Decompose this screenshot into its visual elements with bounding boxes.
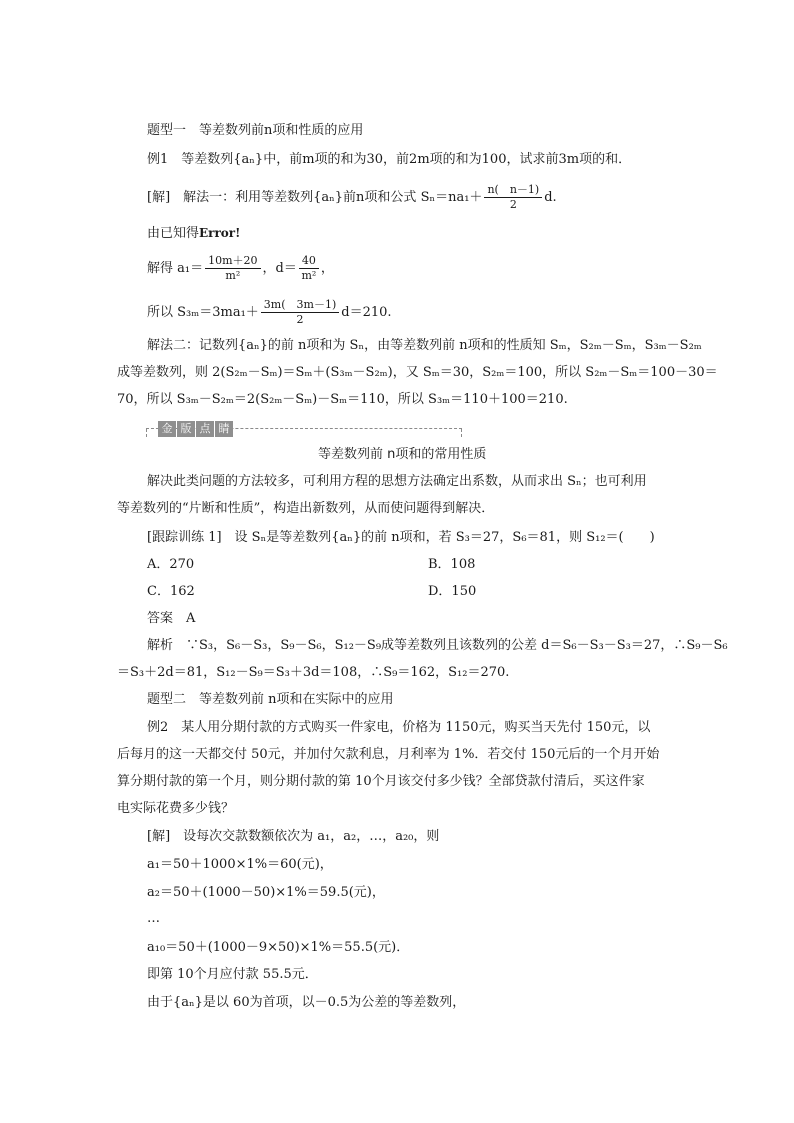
method1-intro: [解] 解法一：利用等差数列{aₙ}前n项和公式 Sₙ＝na₁＋ <box>147 190 483 205</box>
solution-line3: a₂＝50＋(1000－50)×1%＝59.5(元)， <box>147 885 385 900</box>
example2-line3: 算分期付款的第一个月，则分期付款的第 10个月该交付多少钱？全部贷款付清后，买这件家 <box>117 774 645 789</box>
d-den: m² <box>301 269 317 282</box>
known-text: 由已知得 <box>147 226 200 241</box>
solution-line7: 由于{aₙ}是以 60为首项，以－0.5为公差的等差数列， <box>147 995 466 1010</box>
method2-line2: 成等差数列，则 2(S₂ₘ－Sₘ)＝Sₘ＋(S₃ₘ－S₂ₘ)，又 Sₘ＝30，S₂ₘ＝100，所以 S₂ₘ－Sₘ＝100－30＝ <box>117 365 718 380</box>
a1-num: 10m＋20 <box>205 254 260 269</box>
tip-heading: 等差数列前 n项和的常用性质 <box>318 447 487 462</box>
solution-line1: [解] 设每次交款数额依次为 a₁，a₂，…，a₂₀，则 <box>147 829 440 844</box>
tip-badge-char: 金 <box>158 421 176 437</box>
method2-line3: 70，所以 S₃ₘ－S₂ₘ＝2(S₂ₘ－Sₘ)－Sₘ＝110，所以 S₃ₘ＝110＋100＝210. <box>117 392 568 407</box>
s3m-prefix: 所以 S₃ₘ＝3ma₁＋ <box>147 305 259 320</box>
method1-fraction <box>484 183 542 212</box>
method1-frac-tail: d. <box>544 190 557 205</box>
a1-fraction <box>205 254 260 283</box>
solve-prefix: 解得 a₁＝ <box>147 261 204 276</box>
solution-line5: a₁₀＝50＋(1000－9×50)×1%＝55.5(元)． <box>147 940 410 955</box>
option-a: A．270 <box>147 557 195 572</box>
exercise-statement: [跟踪训练 1] 设 Sₙ是等差数列{aₙ}的前 n项和，若 S₃＝27，S₆＝81，则 S₁₂＝( ) <box>147 530 655 545</box>
tip-line1: 解决此类问题的方法较多，可利用方程的思想方法确定出系数，从而求出 Sₙ；也可利用 <box>147 474 647 489</box>
s3m-num: 3m( 3m－1) <box>261 298 339 313</box>
answer-line: 答案 A <box>147 611 196 626</box>
tip-badge <box>158 421 233 437</box>
d-fraction <box>299 254 319 283</box>
method1-frac-den: 2 <box>509 198 517 211</box>
s3m-line <box>147 298 392 327</box>
s3m-suffix: d＝210. <box>341 305 392 320</box>
d-num: 40 <box>299 254 319 269</box>
tip-badge-char: 版 <box>177 421 195 437</box>
example2-line2: 后每月的这一天都交付 50元，并加付欠款利息，月利率为 1%．若交付 150元后的一个月开始 <box>117 747 660 762</box>
d-suffix: ， <box>320 261 334 276</box>
method2-line1: 解法二：记数列{aₙ}的前 n项和为 Sₙ，由等差数列前 n项和的性质知 Sₘ，S₂ₘ－Sₘ，S₃ₘ－S₂ₘ <box>147 338 702 353</box>
method1-frac-num: n( n－1) <box>484 183 542 198</box>
solution-line2: a₁＝50＋1000×1%＝60(元)， <box>147 857 333 872</box>
option-b: B．108 <box>428 557 476 572</box>
tip-badge-char: 点 <box>196 421 214 437</box>
section1-title: 题型一 等差数列前n项和性质的应用 <box>147 123 364 138</box>
analysis-line1: 解析 ∵S₃，S₆－S₃，S₉－S₆，S₁₂－S₉成等差数列且该数列的公差 d＝S₆－S₃－S₃＝27，∴S₉－S₆ <box>147 638 728 653</box>
s3m-fraction <box>261 298 339 327</box>
section2-title: 题型二 等差数列前 n项和在实际中的应用 <box>147 692 394 707</box>
method1-line <box>147 183 557 212</box>
known-line <box>147 224 240 243</box>
example1-statement: 例1 等差数列{aₙ}中，前m项的和为30，前2m项的和为100，试求前3m项的和． <box>147 152 632 167</box>
error-text: Error! <box>199 226 241 240</box>
tip-badge-char: 睛 <box>215 421 233 437</box>
solution-line4: … <box>147 911 160 926</box>
a1-den: m² <box>225 269 241 282</box>
example2-line4: 电实际花费多少钱？ <box>117 801 235 816</box>
s3m-den: 2 <box>296 313 304 326</box>
solve-line <box>147 254 334 283</box>
tip-line2: 等差数列的“片断和性质”，构造出新数列，从而使问题得到解决． <box>117 501 495 516</box>
solution-line6: 即第 10个月应付款 55.5元． <box>147 967 318 982</box>
analysis-line2: ＝S₃＋2d＝81，S₁₂－S₉＝S₃＋3d＝108，∴S₉＝162，S₁₂＝270. <box>117 665 510 680</box>
d-prefix: ，d＝ <box>262 261 297 276</box>
option-d: D．150 <box>428 584 477 599</box>
option-c: C．162 <box>147 584 195 599</box>
example2-line1: 例2 某人用分期付款的方式购买一件家电，价格为 1150元，购买当天先付 150元，以 <box>147 720 651 735</box>
